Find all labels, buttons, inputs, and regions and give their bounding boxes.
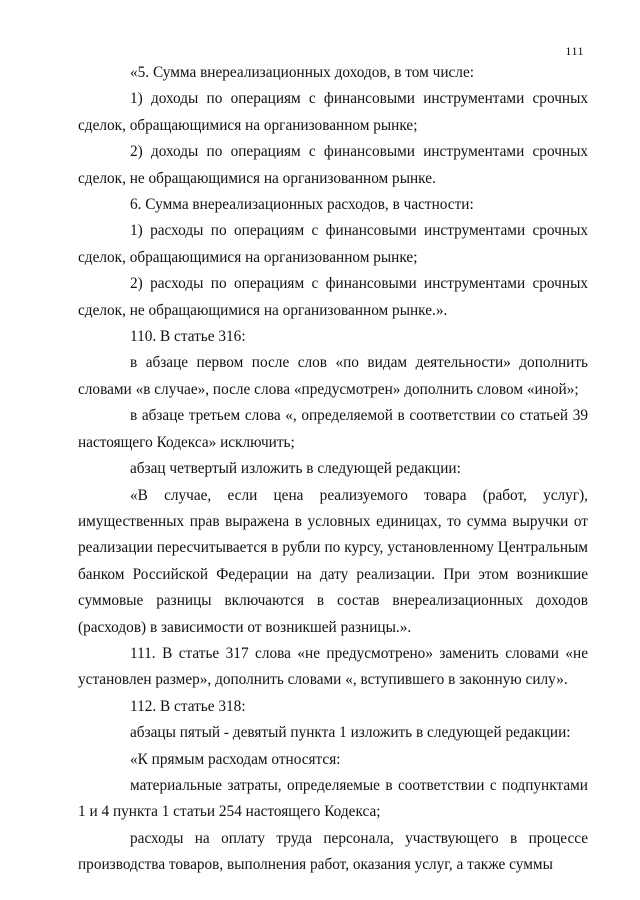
paragraph: «5. Сумма внереализационных доходов, в том числе: <box>130 64 474 81</box>
paragraph: 1) расходы по операциям с финансовыми инструментами срочных сделок, обращающимися на организованном рынке; <box>78 222 588 266</box>
paragraph: 111. В статье 317 слова «не предусмотрено» заменить словами «не установлен размер», дополнить словами «, вступившего в законную силу». <box>78 644 588 689</box>
paragraph: 2) доходы по операциям с финансовыми инструментами срочных сделок, не обращающимися на организованном рынке. <box>78 143 588 187</box>
paragraph: 6. Сумма внереализационных расходов, в частности: <box>130 196 474 214</box>
paragraph: 1) доходы по операциям с финансовыми инструментами срочных сделок, обращающимися на организованном рынке; <box>78 90 588 134</box>
document-body <box>78 60 588 879</box>
paragraph: «К прямым расходам относятся: <box>130 750 341 768</box>
paragraph: расходы на оплату труда персонала, участвующего в процессе производства товаров, выполнения работ, оказания услуг, а также суммы <box>78 829 588 874</box>
paragraph: абзац четвертый изложить в следующей редакции: <box>130 460 461 478</box>
page-number: 111 <box>565 44 584 58</box>
paragraph: 110. В статье 316: <box>130 328 246 346</box>
paragraph: в абзаце третьем слова «, определяемой в соответствии со статьей 39 настоящего Кодекса» исключить; <box>78 407 588 451</box>
paragraph: 112. В статье 318: <box>130 697 246 715</box>
paragraph: 2) расходы по операциям с финансовыми инструментами срочных сделок, не обращающимися на организованном рынке.». <box>78 275 588 319</box>
paragraph: материальные затраты, определяемые в соответствии с подпунктами 1 и 4 пункта 1 статьи 254 настоящего Кодекса; <box>78 776 588 821</box>
paragraph: абзацы пятый - девятый пункта 1 изложить в следующей редакции: <box>130 724 571 742</box>
paragraph: в абзаце первом после слов «по видам деятельности» дополнить словами «в случае», после слова «предусмотрен» дополнить словом «иной»; <box>78 354 588 398</box>
paragraph: «В случае, если цена реализуемого товара (работ, услуг), имущественных прав выражена в условных единицах, то сумма выручки от реализации пересчитывается в рубли по курсу, установленному Центральным банком Российской Федерации на дату реализации. При этом возникшие суммовые разницы включаются в состав внереализационных доходов (расходов) в зависимости от возникшей разницы.». <box>78 486 588 636</box>
